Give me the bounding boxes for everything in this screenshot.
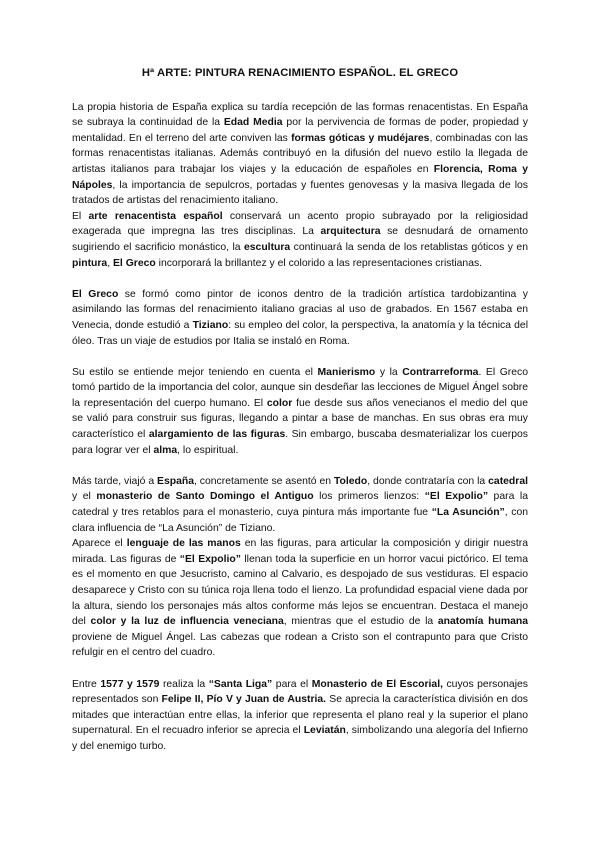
text-run: se formó como pintor de iconos dentro de la tradición artística tardobizantina y asimilando las formas del renacimiento italiano gracias al uso de grabados. En 1567 estaba en Venecia, donde estudió a [72,288,528,331]
text-run: incorporará la brillantez y el colorido a las representaciones cristianas. [155,257,483,269]
bold-term: Manierismo [317,366,376,378]
text-run: realiza la [159,678,209,690]
text-run: , lo espiritual. [177,444,239,456]
text-run: continuará la senda de los retablistas góticos y en [290,241,528,253]
bold-term: 1577 y 1579 [100,678,160,690]
bold-term: El Greco [72,288,119,300]
paragraph [72,100,528,209]
text-run: . El Greco tomó partido de la importancia del color, aunque sin desdeñar las lecciones de Miguel Ángel sobre la representación del cuerpo humano. El [72,366,529,409]
text-run: Su estilo se entiende mejor teniendo en cuenta el [72,366,318,378]
text-run: proviene de Miguel Ángel. Las cabezas que rodean a Cristo son el contrapunto para que Cristo refulgir en el centro del cuadro. [72,631,528,659]
text-run: , combinadas con las formas renacentistas italianas. Además contribuyó en la difusión del nuevo estilo la llegada de artistas italianos para trabajar los viajes y la educación de españoles en [72,132,528,175]
text-run: Aparece el [72,538,127,550]
text-run: para el [272,678,312,690]
bold-term: alma [153,444,178,456]
bold-term: “El Expolio” [179,553,241,565]
bold-term: Leviatán [303,725,346,737]
bold-term: formas góticas y mudéjares [291,132,430,144]
bold-term: “El Expolio” [424,491,489,503]
text-run: fue desde sus años venecianos el medio del que se valió para construir sus figuras, llegando a pintar a base de manchas. En sus obras era muy característico el [72,397,528,441]
text-run: , concretamente se asentó en [194,475,334,487]
text-run: conservará un acento propio subrayado por la religiosidad exagerada que impregna las tres disciplinas. La [72,210,528,238]
paragraph [72,287,528,349]
text-run: Se aprecia la característica división en dos mitades que interactúan entre ellas, la inferior que representa el plano real y la superior el plano supernatural. En el recuadro inferior se aprecia el [72,694,528,737]
text-run: y la [375,366,403,378]
text-run: . Sin embargo, buscaba desmaterializar los cuerpos para lograr ver el [72,429,529,456]
text-run: los primeros lienzos: [313,491,425,503]
bold-term: Contrarreforma [402,366,479,378]
text-run: El [72,210,89,222]
paragraph [72,677,528,755]
bold-term: monasterio de Santo Domingo el Antiguo [96,491,314,503]
text-run: se desnudará de ornamento sugiriendo el sacrificio monástico, la [72,226,528,253]
bold-term: color [266,397,293,409]
text-run: por la pervivencia de formas de poder, propiedad y mentalidad. En el terreno del arte conviven las [72,117,528,144]
bold-term: Toledo [333,475,368,487]
bold-term: anatomía humana [437,616,528,628]
text-run: cuyos personajes representados son [72,678,528,706]
text-run: Entre [72,678,101,690]
paragraph [72,209,528,271]
bold-term: arte renacentista español [88,210,223,222]
text-run: en las figuras, para articular la composición y dirigir nuestra mirada. Las figuras de [72,538,528,565]
text-run: , simbolizando una alegoría del Infierno y del enemigo turbo. [72,725,529,752]
document-body [72,100,528,755]
document-title: Hª ARTE: PINTURA RENACIMIENTO ESPAÑOL. EL GRECO [141,67,459,79]
text-run: llenan toda la superficie en un horror vacui pictórico. El tema es el momento en que Jesucristo, camino al Calvario, es despojado de sus vestiduras. El espacio desaparece y Cristo con su túnica roja llena todo el lienzo. La profundidad espacial viene dada por la altura, siendo los personajes más altos conforme más lejos se encuentran. Destaca el manejo del [72,553,528,628]
paragraph [72,536,528,661]
text-run: para la catedral y tres retablos para el monasterio, cuya pintura más importante fue [72,491,528,519]
paragraph [72,365,528,459]
bold-term: Monasterio de El Escorial, [311,678,443,690]
bold-term: alargamiento de las figuras [148,429,286,441]
bold-term: arquitectura [320,226,381,238]
text-run: , [107,257,113,269]
bold-term: Florencia, Roma y Nápoles [72,163,528,191]
text-run: , mientras que el estudio de la [283,616,438,628]
paragraph [72,474,528,536]
text-run: , la importancia de sepulcros, portadas y fuentes genovesas y la masiva llegada de los tratados de artistas del renacimiento italiano. [72,179,528,207]
text-run: , con clara influencia de “La Asunción” de Tiziano. [72,507,529,534]
bold-term: color y la luz de influencia veneciana [90,616,284,628]
text-run: y el [72,491,97,503]
bold-term: catedral [488,475,528,487]
bold-term: lenguaje de las manos [126,538,241,550]
bold-term: pintura [72,257,108,269]
bold-term: Tiziano [192,319,229,331]
bold-term: “La Asunción” [431,507,505,519]
text-run: Más tarde, viajó a [72,475,158,487]
document-page [72,66,528,770]
bold-term: Felipe II, Pío V y Juan de Austria. [161,694,327,706]
bold-term: España [157,475,194,487]
text-run: : su empleo del color, la perspectiva, la anatomía y la técnica del óleo. Tras un viaje de estudios por Italia se instaló en Roma. [72,319,529,347]
text-run: La propia historia de España explica su tardía recepción de las formas renacentistas. En España se subraya la continuidad de la [72,101,528,129]
text-run: , donde contrataría con la [367,475,489,487]
bold-term: escultura [244,241,291,253]
bold-term: El Greco [113,257,156,269]
bold-term: Edad Media [223,117,283,129]
bold-term: “Santa Liga” [208,678,273,690]
